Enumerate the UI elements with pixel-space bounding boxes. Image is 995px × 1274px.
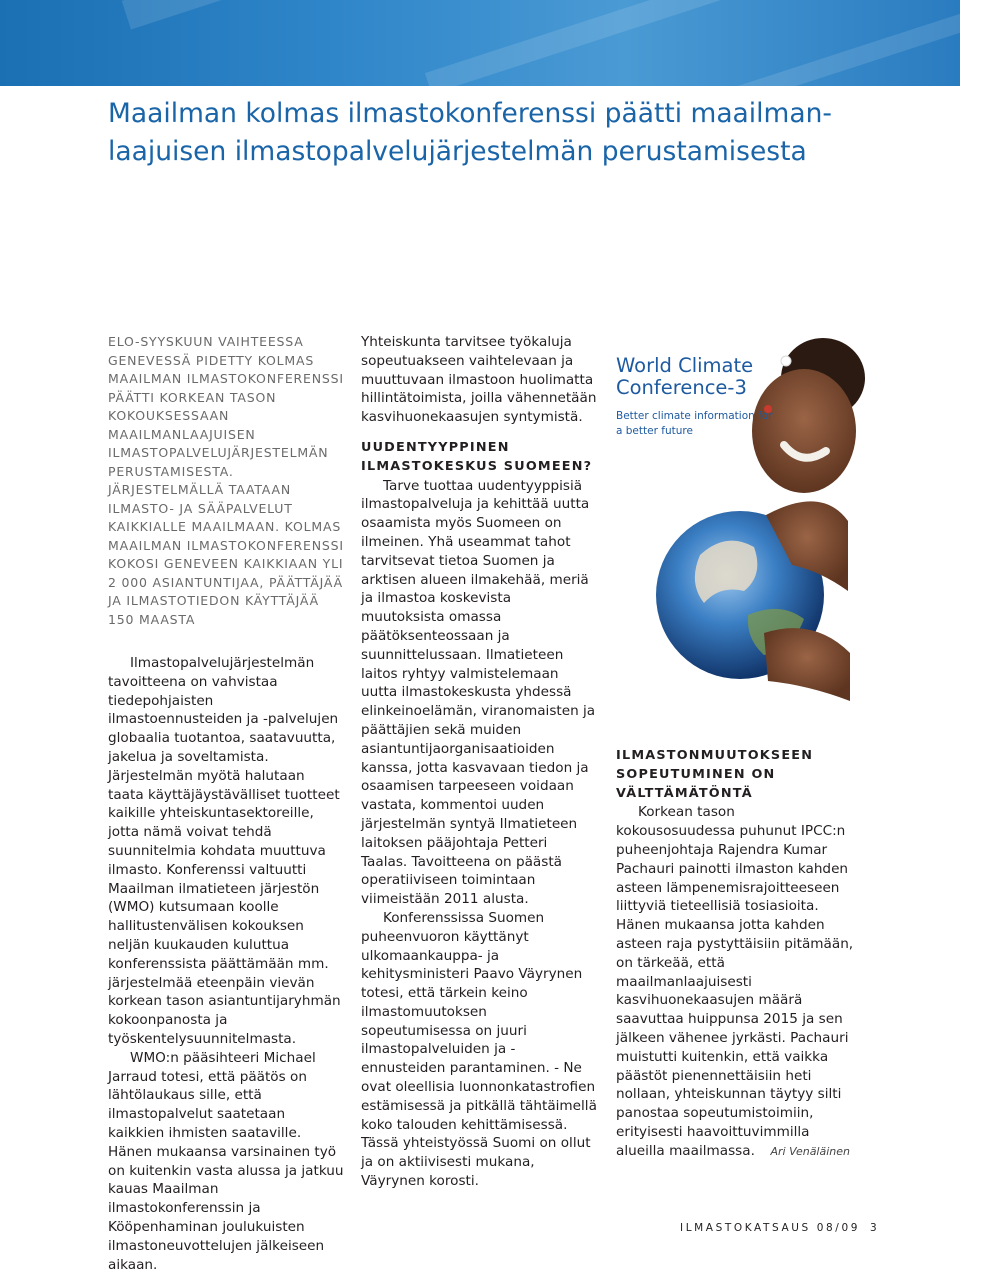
section-subheading: ILMASTONMUUTOKSEEN SOPEUTUMINEN ON VÄLTTÄMÄTÖNTÄ (616, 748, 814, 801)
body-paragraph: Korkean tason kokousosuudessa puhunut IPCC:n puheenjohtaja Rajendra Kumar Pachauri painotti ilmaston kahden asteen lämpenemisrajoitteeseen liittyviä tieteellisiä tosiasioita. Hänen mukaansa jotta kahden asteen raja pystyttäisiin pitämään, on tärkeää, että maailmanlaajuisesti kasvihuonekaasujen määrä saavuttaa huippunsa 2015 ja sen jälkeen vähenee jyrkästi. Pachauri muistutti kuitenkin, että vaikka päästöt pienennettäisiin heti nollaan, yhteiskunnan täytyy silti panostaa sopeutumistoimiin, erityisesti haavoittuvimmilla alueilla maailmassa. (616, 804, 854, 1159)
header-banner (0, 0, 960, 86)
page-title: Maailman kolmas ilmastokonferenssi päätti maailman-laajuisen ilmastopalvelujärjestelmän perustamisesta (108, 98, 832, 167)
conference-poster (608, 333, 850, 730)
body-paragraph: Tarve tuottaa uudentyyppisiä ilmastopalveluja ja kehittää uutta osaamista myös Suomeen on ilmeinen. Yhä useammat tahot tarvitsevat tietoa Suomen ja arktisen alueen ilmakehää, meriä ja ilmastoa koskevista muutoksista omassa päätöksenteossaan ja suunnittelussaan. Ilmatieteen laitos ryhtyy valmistelemaan uutta ilmastokeskusta yhdessä elinkeinoelämän, viranomaisten ja päättäjien sekä muiden asiantuntijaorganisaatioiden kanssa, jotta kasvavaan tiedon ja osaamisen tarpeeseen voidaan vastata, kommentoi uuden järjestelmän syntyä Ilmatieteen laitoksen pääjohtaja Petteri Taalas. Tavoitteena on päästä operatiiviseen toimintaan viimeistään 2011 alusta. (361, 477, 596, 908)
page-number: 3 (870, 1222, 877, 1234)
article-column-1 (108, 654, 344, 1274)
body-paragraph: Konferenssissa Suomen puheenvuoron käyttänyt ulkomaankauppa- ja kehitysministeri Paavo Väyrynen totesi, että tärkein keino ilmastomuutoksen sopeutumisessa on juuri ilmastopalveluiden ja -ennusteiden parantaminen. - Ne ovat oleellisia luonnonkatastrofien estämisessä ja pitkällä tähtäimellä koko talouden kehittämisessä. Tässä yhteistyössä Suomi on ollut ja on aktiivisesti mukana, Väyrynen korosti. (361, 909, 597, 1190)
arm-shape (764, 628, 850, 701)
author-signature: Ari Venäläinen (770, 1145, 850, 1158)
banner-streak (122, 0, 379, 29)
body-paragraph: WMO:n pääsihteeri Michael Jarraud totesi, että päätös on lähtölaukaus sille, että ilmastopalvelut saatetaan kaikkien ihmisten saataville. Hänen mukaansa varsinainen työ on kuitenkin vasta alussa ja jatkuu kauas Maailman ilmastokonferenssin ja Kööpenhaminan joulukuisten ilmastoneuvottelujen jälkeiseen aikaan. (108, 1049, 344, 1273)
article-column-2 (361, 333, 597, 1191)
lead-paragraph: ELO-SYYSKUUN VAIHTEESSA GENEVESSÄ PIDETTY KOLMAS MAAILMAN ILMASTOKONFERENSSI PÄÄTTI KORKEAN TASON KOKOUKSESSAAN MAAILMANLAAJUISEN ILMASTOPALVELUJÄRJESTELMÄN PERUSTAMISESTA. JÄRJESTELMÄLLÄ TAATAAN ILMASTO- JA SÄÄPALVELUT KAIKKIALLE MAAILMAAN. KOLMAS MAAILMAN ILMASTOKONFERENSSI KOKOSI GENEVEEN KAIKKIAAN YLI 2 000 ASIANTUNTIJAA, PÄÄTTÄJÄÄ JA ILMASTOTIEDON KÄYTTÄJÄÄ 150 MAASTA (108, 334, 344, 627)
poster-tagline: Better climate information for a better future (616, 410, 773, 437)
publication-name: ILMASTOKATSAUS 08/09 (680, 1222, 861, 1234)
poster-title: World Climate Conference-3 (616, 354, 754, 399)
page-footer (680, 1222, 877, 1234)
article-column-3 (616, 747, 854, 1161)
banner-streak (425, 0, 755, 94)
section-subheading: UUDENTYYPPINEN ILMASTOKESKUS SUOMEEN? (361, 439, 593, 474)
body-paragraph: Yhteiskunta tarvitsee työkaluja sopeutuakseen vaihtelevaan ja muuttuvaan ilmastoon huolimatta hillintätoimista, joilla vähennetään kasvihuonekaasujen syntymistä. (361, 334, 597, 426)
hair-bead-icon (781, 356, 791, 366)
body-paragraph: Ilmastopalvelujärjestelmän tavoitteena on vahvistaa tiedepohjaisten ilmastoennusteiden ja -palvelujen globaalia tuotantoa, saatavuutta, jakelua ja soveltamista. Järjestelmän myötä halutaan taata käyttäjäystävälliset tuotteet kaikille yhteiskuntasektoreille, jotta nämä voivat tehdä suunnitelmia kohdata muuttuva ilmasto. Konferenssi valtuutti Maailman ilmatieteen järjestön (WMO) kutsumaan koolle hallitustenvälisen kokouksen neljän kuukauden kuluttua konferenssista päättämään mm. järjestelmää eteenpäin vievän korkean tason asiantuntijaryhmän kokoonpanosta ja työskentelysuunnitelmasta. (108, 655, 341, 1047)
